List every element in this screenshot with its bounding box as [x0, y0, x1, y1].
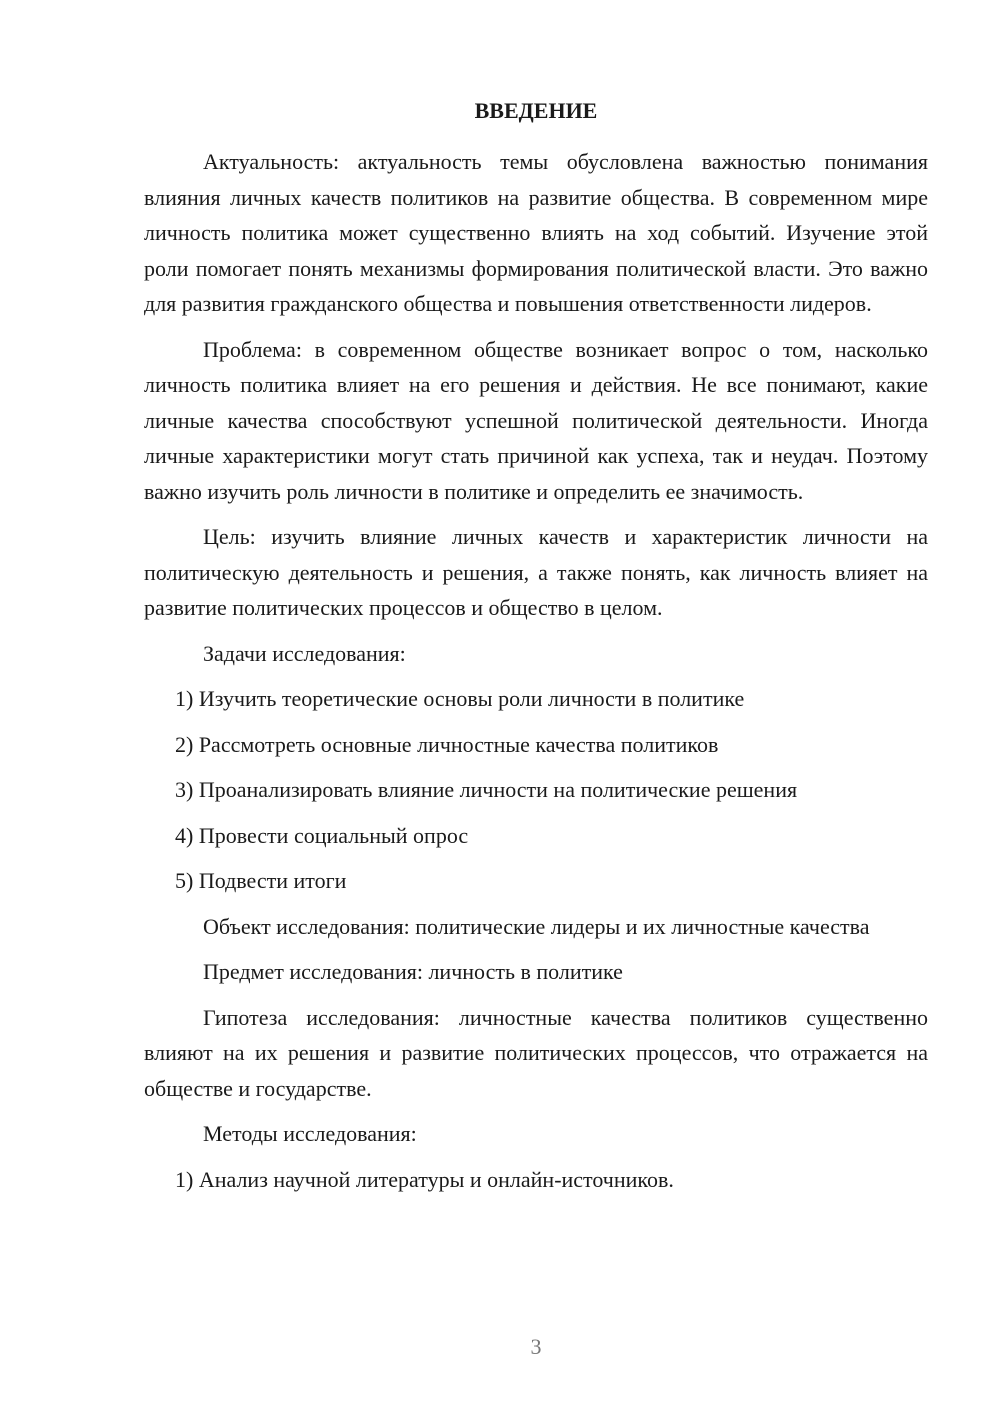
page-number: 3 — [530, 1334, 542, 1359]
task-item: 3) Проанализировать влияние личности на политические решения — [175, 777, 798, 802]
problem-paragraph: Проблема: в современном обществе возникает вопрос о том, насколько личность политика влияет на его решения и действия. Не все понимают, какие личные качества способствуют успешной политической деятельности. Иногда личные характеристики могут стать причиной как успеха, так и неудач. Поэтому важно изучить роль личности в политике и определить ее значимость. — [144, 336, 928, 504]
task-item: 1) Изучить теоретические основы роли личности в политике — [175, 686, 745, 711]
hypothesis-paragraph: Гипотеза исследования: личностные качества политиков существенно влияют на их решения и развитие политических процессов, что отражается на обществе и государстве. — [144, 1004, 928, 1101]
relevance-paragraph: Актуальность: актуальность темы обусловлена важностью понимания влияния личных качеств политиков на развитие общества. В современном мире личность политика может существенно влиять на ход событий. Изучение этой роли помогает понять механизмы формирования политической власти. Это важно для развития гражданского общества и повышения ответственности лидеров. — [144, 149, 928, 316]
subject-paragraph: Предмет исследования: личность в политике — [203, 959, 623, 984]
page-title: ВВЕДЕНИЕ — [474, 98, 598, 123]
document-page — [144, 0, 928, 1414]
task-item: 5) Подвести итоги — [175, 868, 347, 893]
document-body — [144, 144, 928, 1207]
object-paragraph: Объект исследования: политические лидеры и их личностные качества — [203, 913, 870, 939]
method-item: 1) Анализ научной литературы и онлайн-источников. — [175, 1166, 674, 1192]
methods-heading: Методы исследования: — [203, 1121, 417, 1146]
tasks-heading: Задачи исследования: — [203, 640, 406, 666]
task-item: 4) Провести социальный опрос — [175, 822, 469, 848]
goal-paragraph: Цель: изучить влияние личных качеств и характеристик личности на политическую деятельность и решения, а также понять, как личность влияет на развитие политических процессов и общество в целом. — [144, 524, 928, 620]
task-item: 2) Рассмотреть основные личностные качества политиков — [175, 731, 719, 757]
